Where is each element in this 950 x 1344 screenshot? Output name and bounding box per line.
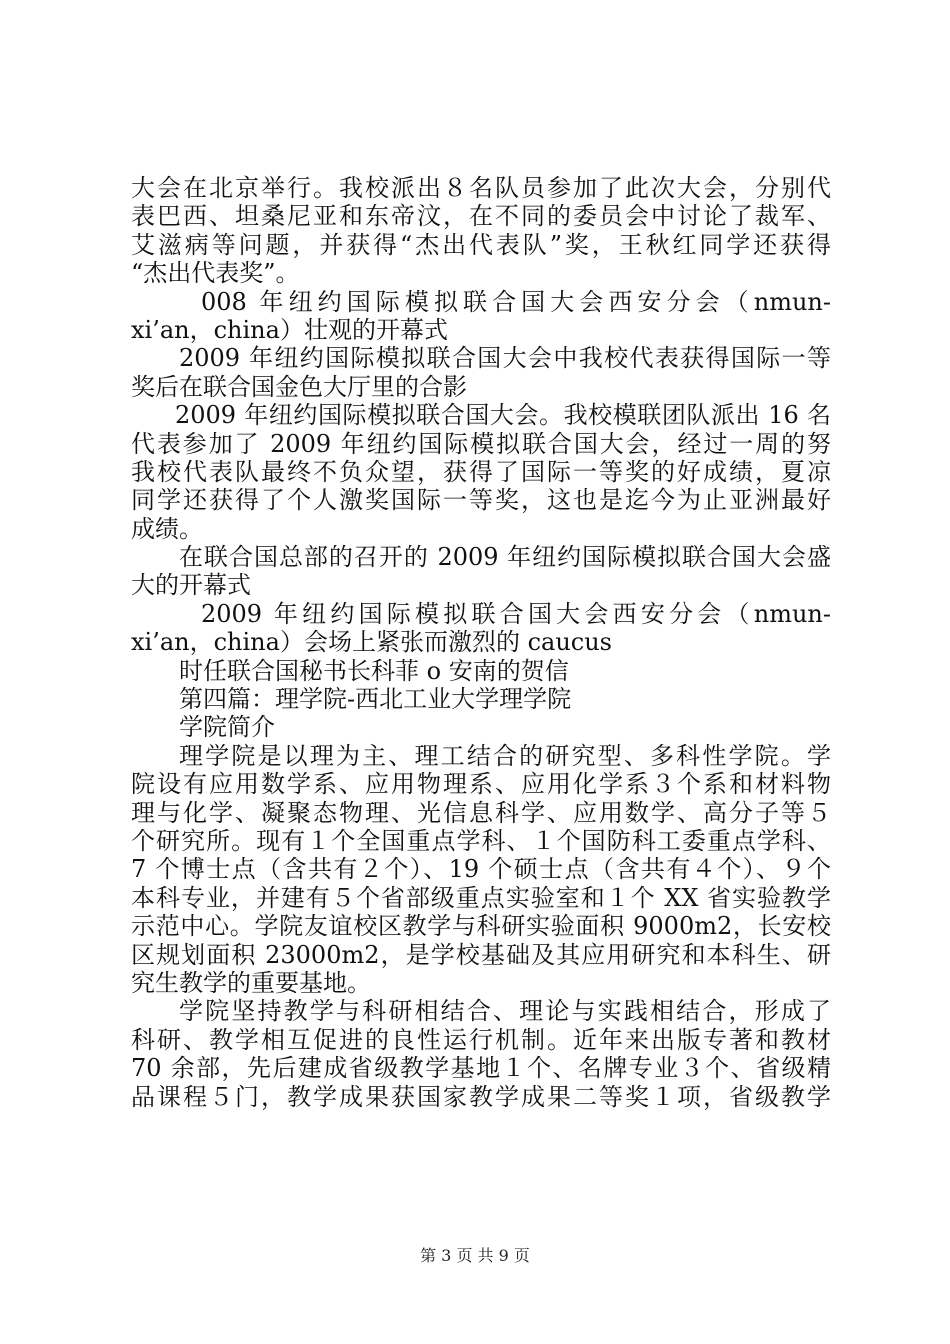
text-line: 2009 年纽约国际模拟联合国大会中我校代表获得国际一等 bbox=[179, 344, 831, 373]
text-line: 70 余部，先后建成省级教学基地１个、名牌专业３个、省级精 bbox=[131, 1054, 831, 1083]
text-line: 品课程５门，教学成果获国家教学成果二等奖１项，省级教学 bbox=[131, 1082, 831, 1111]
text-line: 大的开幕式 bbox=[131, 571, 251, 600]
page-number: 第 3 页 共 9 页 bbox=[420, 1246, 530, 1265]
subsection-heading: 学院简介 bbox=[179, 713, 275, 742]
text-line: 大会在北京举行。我校派出８名队员参加了此次大会，分别代 bbox=[131, 174, 831, 202]
text-line: 区规划面积 23000m2，是学校基础及其应用研究和本科生、研 bbox=[131, 940, 831, 969]
text-line: 奖后在联合国金色大厅里的合影 bbox=[131, 372, 467, 401]
section-heading: 第四篇：理学院-西北工业大学理学院 bbox=[179, 685, 572, 714]
text-line: xi’an，china）会场上紧张而激烈的 caucus bbox=[131, 628, 612, 657]
text-line: 理学院是以理为主、理工结合的研究型、多科性学院。学 bbox=[179, 741, 831, 770]
text-line: 学院坚持教学与科研相结合、理论与实践相结合，形成了 bbox=[179, 997, 831, 1026]
text-line: 本科专业，并建有５个省部级重点实验室和１个 XX 省实验教学 bbox=[131, 883, 831, 912]
text-line: 008 年纽约国际模拟联合国大会西安分会（nmun- bbox=[201, 287, 831, 316]
text-line: 成绩。 bbox=[131, 514, 203, 543]
text-line: 理与化学、凝聚态物理、光信息科学、应用数学、高分子等５ bbox=[131, 798, 831, 827]
text-line: 示范中心。学院友谊校区教学与科研实验面积 9000m2，长安校 bbox=[131, 912, 831, 941]
text-line: 表巴西、坦桑尼亚和东帝汶，在不同的委员会中讨论了裁军、 bbox=[131, 202, 831, 231]
text-line: 院设有应用数学系、应用物理系、应用化学系３个系和材料物 bbox=[131, 770, 831, 799]
text-line: 在联合国总部的召开的 2009 年纽约国际模拟联合国大会盛 bbox=[179, 543, 831, 572]
text-line: 艾滋病等问题，并获得“杰出代表队”奖，王秋红同学还获得 bbox=[131, 230, 831, 259]
text-line: 2009 年纽约国际模拟联合国大会。我校模联团队派出 16 名 bbox=[175, 401, 831, 430]
text-line: 我校代表队最终不负众望，获得了国际一等奖的好成绩，夏凉 bbox=[131, 457, 831, 486]
document-body bbox=[131, 174, 831, 1111]
text-line: 个研究所。现有１个全国重点学科、１个国防科工委重点学科、 bbox=[131, 826, 831, 855]
text-line: 科研、教学相互促进的良性运行机制。近年来出版专著和教材 bbox=[131, 1025, 831, 1054]
text-line: “杰出代表奖”。 bbox=[131, 259, 300, 288]
text-line: 2009 年纽约国际模拟联合国大会西安分会（nmun- bbox=[201, 599, 831, 628]
text-line: 代表参加了 2009 年纽约国际模拟联合国大会，经过一周的努 bbox=[131, 429, 831, 458]
text-line: 同学还获得了个人激奖国际一等奖，这也是迄今为止亚洲最好 bbox=[131, 486, 831, 515]
text-line: 时任联合国秘书长科菲 o 安南的贺信 bbox=[179, 656, 569, 685]
text-line: 7 个博士点（含共有２个）、19 个硕士点（含共有４个）、９个 bbox=[131, 855, 831, 884]
text-line: 究生教学的重要基地。 bbox=[131, 968, 371, 997]
text-line: xi’an，china）壮观的开幕式 bbox=[131, 315, 448, 344]
